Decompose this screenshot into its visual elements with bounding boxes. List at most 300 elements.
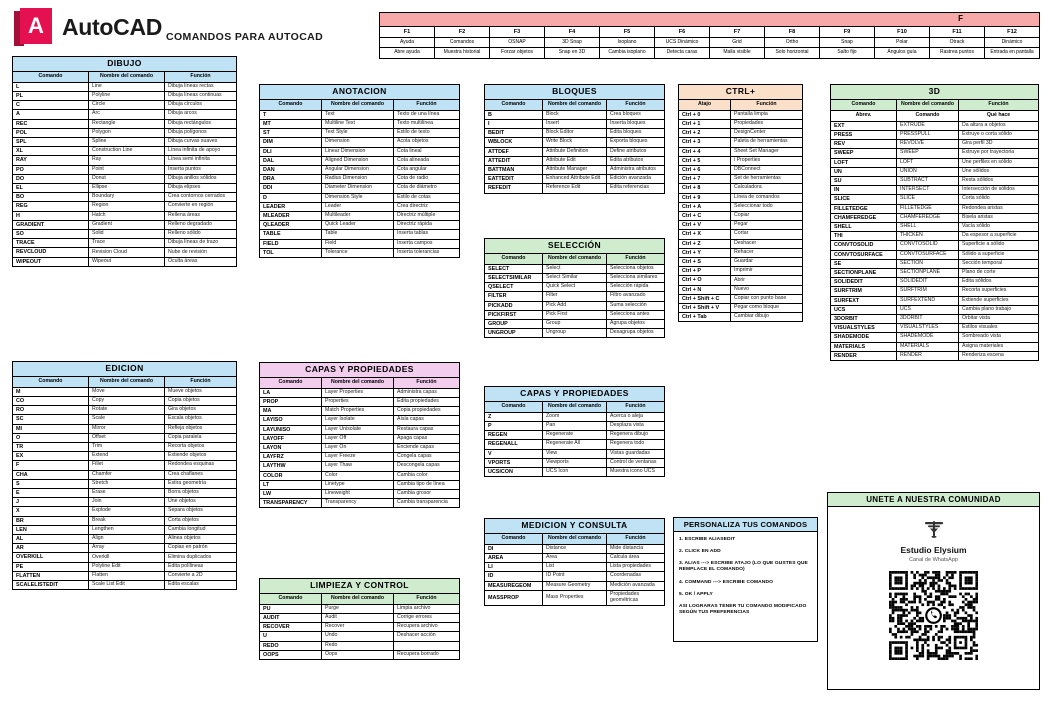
community-subtitle: Canal de WhatsApp [909, 557, 958, 563]
table-row [679, 304, 803, 313]
cell-function: Cambia grosor [394, 489, 460, 498]
community-name: Estudio Elysium [900, 545, 967, 555]
cell-name: Extend [89, 452, 165, 461]
cell-name: Angular Dimension [322, 165, 394, 174]
cell-name: Lineweight [322, 489, 394, 498]
column-header: Función [607, 533, 665, 544]
table-row [13, 248, 237, 257]
cell-function: Asigna materiales [959, 342, 1039, 351]
cell-function: Directriz rápida [394, 221, 460, 230]
cell-function: Dibuja anillos sólidos [165, 174, 237, 183]
cell-name: Leader [322, 202, 394, 211]
cell-command: AR [13, 544, 89, 553]
cell-function: Sección temporal [959, 259, 1039, 268]
table-row [485, 319, 665, 328]
cell-command: SO [13, 229, 89, 238]
table-row [13, 516, 237, 525]
cell-function: Nube de revisión [165, 248, 237, 257]
cell-function: Descongela capas [394, 462, 460, 471]
table-row [260, 604, 460, 613]
personaliza-step: 2. CLICK EN ADD [679, 549, 721, 555]
table-row [260, 425, 460, 434]
cell-name: Lengthen [89, 525, 165, 534]
cell-name: Regenerate [543, 431, 607, 440]
table-row [260, 388, 460, 397]
table-row [485, 467, 665, 476]
cell-name: CONVTOSOLID [897, 241, 959, 250]
cell-command: AL [13, 534, 89, 543]
table-row [831, 296, 1039, 305]
table-row [679, 267, 803, 276]
cell-function: Cota alineada [394, 156, 460, 165]
cell-command: H [13, 211, 89, 220]
cell-command: REG [13, 202, 89, 211]
table-row [679, 129, 803, 138]
table-seleccion [484, 238, 664, 338]
fkey-cell: Muestra historial [435, 48, 490, 59]
cell-name: THICKEN [897, 232, 959, 241]
table-row [831, 241, 1039, 250]
table-row [260, 407, 460, 416]
cell-function: Cota de diámetro [394, 184, 460, 193]
cell-command: DDI [260, 184, 322, 193]
cell-command: RO [13, 406, 89, 415]
table-row [679, 119, 803, 128]
table-row [831, 121, 1039, 130]
cell-function: Administra atributos [607, 165, 665, 174]
table-title-row [13, 362, 237, 377]
cell-command: LA [260, 388, 322, 397]
cell-name: Copy [89, 396, 165, 405]
personaliza-step: 5. OK / APPLY [679, 591, 713, 597]
cell-command: D [260, 193, 322, 202]
cell-function: Cota de radio [394, 175, 460, 184]
cell-command: L [13, 82, 89, 91]
cell-command: SURFTRIM [831, 287, 897, 296]
cell-name: Properties [322, 397, 394, 406]
cell-function [394, 641, 460, 650]
cell-command: C [13, 101, 89, 110]
cell-command: LEN [13, 525, 89, 534]
cell-command: E [13, 488, 89, 497]
table-header-row [485, 253, 665, 264]
cell-command: BATTMAN [485, 165, 543, 174]
cell-name: Match Properties [322, 407, 394, 416]
table-row [831, 213, 1039, 222]
cell-name: Nuevo [731, 285, 803, 294]
cell-function: Administra capas [394, 388, 460, 397]
column-header: Comando [260, 99, 322, 110]
cell-command: PL [13, 91, 89, 100]
table-row [831, 204, 1039, 213]
cell-command: REFEDIT [485, 184, 543, 193]
fkey-cell: OSNAP [490, 37, 545, 48]
fkey-cell: 3D Snap [545, 37, 600, 48]
cell-command: RAY [13, 156, 89, 165]
fkey-cell: F10 [875, 26, 930, 37]
cell-name: Wipeout [89, 257, 165, 266]
cell-command: EATTEDIT [485, 175, 543, 184]
cell-command: LAYTHW [260, 462, 322, 471]
cell-function: Convierte a 2D [165, 571, 237, 580]
cell-function: Sombreado vista [959, 333, 1039, 342]
cell-function: Estilo de texto [394, 129, 460, 138]
table-row [260, 110, 460, 119]
table-row [679, 239, 803, 248]
cell-name: Recover [322, 623, 394, 632]
cell-command: U [260, 632, 322, 641]
table-row [485, 138, 665, 147]
cell-command: Ctrl + 2 [679, 129, 731, 138]
cell-name: Break [89, 516, 165, 525]
fkey-cell: F3 [490, 26, 545, 37]
cell-name: Layer On [322, 443, 394, 452]
command-table [484, 518, 665, 606]
cell-command: MA [260, 407, 322, 416]
cell-command: REC [13, 119, 89, 128]
table-title-row [831, 85, 1039, 100]
fkey-cell: Grid [710, 37, 765, 48]
fkey-cell: F7 [710, 26, 765, 37]
table-row [485, 421, 665, 430]
cell-command: DI [485, 544, 543, 553]
table-row [485, 329, 665, 338]
fkey-cell: Entrada en pantalla [985, 48, 1040, 59]
cell-function: Suma selección [607, 301, 665, 310]
cell-name: SECTION [897, 259, 959, 268]
cell-name: Layer Thaw [322, 462, 394, 471]
cell-function: Filtro avanzado [607, 292, 665, 301]
fkey-cell: Detecta caras [655, 48, 710, 59]
cell-command: SURFEXT [831, 296, 897, 305]
table-row [13, 553, 237, 562]
cell-function: Alinea objetos [165, 534, 237, 543]
table-title: CTRL+ [679, 85, 803, 100]
cell-command: PICKFIRST [485, 310, 543, 319]
command-table [259, 362, 460, 508]
cell-name: Seleccionar todo [731, 202, 803, 211]
cell-name: Pantalla limpia [731, 110, 803, 119]
cell-function: Coordenadas [607, 572, 665, 581]
table-row [485, 184, 665, 193]
cell-name: Copiar [731, 211, 803, 220]
cell-function: Escala objetos [165, 415, 237, 424]
table-row [679, 147, 803, 156]
cell-command: 3DORBIT [831, 314, 897, 323]
cell-command: X [13, 507, 89, 516]
cell-name: Measure Geometry [543, 581, 607, 590]
cell-command: REGEN [485, 431, 543, 440]
cell-command: SE [831, 259, 897, 268]
cell-name: Purge [322, 604, 394, 613]
cell-command: FILTER [485, 292, 543, 301]
cell-command: Ctrl + V [679, 221, 731, 230]
cell-command: SECTIONPLANE [831, 268, 897, 277]
cell-name: Trim [89, 442, 165, 451]
cell-name: Pick Add [543, 301, 607, 310]
cell-command: SC [13, 415, 89, 424]
table-row [485, 301, 665, 310]
table-row [485, 431, 665, 440]
table-row [679, 165, 803, 174]
table-row [831, 186, 1039, 195]
table-row [679, 221, 803, 230]
table-row [831, 149, 1039, 158]
cell-function: Cambia transparencia [394, 499, 460, 508]
table-row [13, 202, 237, 211]
cell-command: Ctrl + Shift + C [679, 294, 731, 303]
cell-function: Desagrupa objetos [607, 329, 665, 338]
cell-name: Transparency [322, 499, 394, 508]
cell-name: List [543, 563, 607, 572]
cell-function: Edita sólidos [959, 278, 1039, 287]
cell-name: Mirror [89, 424, 165, 433]
cell-function: Agrupa objetos [607, 319, 665, 328]
cell-function: Propiedades geométricas [607, 590, 665, 605]
cell-name: Ray [89, 156, 165, 165]
cell-function: Crea contornos cerrados [165, 193, 237, 202]
table-row [13, 415, 237, 424]
cell-function: Superficie a sólido [959, 241, 1039, 250]
table-row [485, 581, 665, 590]
cell-name: Trace [89, 239, 165, 248]
table-row [13, 165, 237, 174]
cell-command: ATTEDIT [485, 156, 543, 165]
cell-name: Fillet [89, 461, 165, 470]
fkey-cell: Rastrea puntos [930, 48, 985, 59]
table-row [260, 613, 460, 622]
cell-command: DAN [260, 165, 322, 174]
table-vista [484, 386, 664, 477]
table-row [831, 158, 1039, 167]
cell-function: Separa objetos [165, 507, 237, 516]
column-header: Comando [260, 377, 322, 388]
cell-function: Texto de una línea [394, 110, 460, 119]
cell-command: GRADIENT [13, 220, 89, 229]
cell-command: PROP [260, 397, 322, 406]
cell-function: Extruye o corta sólido [959, 130, 1039, 139]
cell-command: T [260, 110, 322, 119]
cell-function: Directriz múltiple [394, 211, 460, 220]
column-header: Función [731, 99, 803, 110]
table-title-row [485, 387, 665, 402]
cell-name: Layer Properties [322, 388, 394, 397]
cell-function: Dibuja líneas rectas [165, 82, 237, 91]
cell-function: Dibuja elipses [165, 183, 237, 192]
cell-command: Ctrl + A [679, 202, 731, 211]
cell-name: Join [89, 498, 165, 507]
cell-function: Extiende objetos [165, 452, 237, 461]
qr-code-image[interactable] [889, 571, 978, 660]
fkey-cell: F12 [985, 26, 1040, 37]
cell-function: Bisela aristas [959, 213, 1039, 222]
column-header: Nombre del comando [322, 377, 394, 388]
cell-name: Revision Cloud [89, 248, 165, 257]
cell-command: Ctrl + 0 [679, 110, 731, 119]
cell-name: Filter [543, 292, 607, 301]
table-row [260, 623, 460, 632]
fkey-cell: Snap en 3D [545, 48, 600, 59]
table-dibujo [12, 56, 236, 267]
cell-function: Restaura capas [394, 425, 460, 434]
table-row [485, 544, 665, 553]
table-ctrl [678, 84, 802, 322]
cell-function: Estilos visuales [959, 324, 1039, 333]
cell-name: Region [89, 202, 165, 211]
cell-function: Extiende superficies [959, 296, 1039, 305]
cell-name: Copiar con punto base [731, 294, 803, 303]
column-header: Comando [13, 71, 89, 82]
cell-command: BEDIT [485, 129, 543, 138]
cell-function: Copia objetos [165, 396, 237, 405]
cell-function: Corta objetos [165, 516, 237, 525]
cell-command: PE [13, 562, 89, 571]
table-row [260, 397, 460, 406]
cell-name: SURFTRIM [897, 287, 959, 296]
table-medicion-y-consulta [484, 518, 664, 606]
table-row [485, 165, 665, 174]
cell-command: LAYOFF [260, 434, 322, 443]
cell-command: WIPEOUT [13, 257, 89, 266]
table-title-row [260, 363, 460, 378]
cell-command: SLICE [831, 195, 897, 204]
cell-name: Point [89, 165, 165, 174]
table-limpieza-y-control [259, 578, 459, 660]
cell-name: Construction Line [89, 147, 165, 156]
cell-name: Viewports [543, 458, 607, 467]
column-header: Función [394, 377, 460, 388]
cell-function: Copia paralela [165, 433, 237, 442]
cell-function: Selecciona objetos [607, 264, 665, 273]
cell-function: Dibuja líneas continuas [165, 91, 237, 100]
cell-function: Edita atributos [607, 156, 665, 165]
cell-name: VISUALSTYLES [897, 324, 959, 333]
table-row [260, 489, 460, 498]
autocad-logo-icon [14, 8, 52, 46]
cell-name: SLICE [897, 195, 959, 204]
table-row [679, 211, 803, 220]
cell-command: XL [13, 147, 89, 156]
table-row [485, 572, 665, 581]
table-header-row [13, 71, 237, 82]
table-row [13, 193, 237, 202]
cell-name: Quick Leader [322, 221, 394, 230]
table-row [831, 176, 1039, 185]
cell-command: TABLE [260, 230, 322, 239]
cell-name: Write Block [543, 138, 607, 147]
cell-function: Muestra icono UCS [607, 467, 665, 476]
cell-name: INTERSECT [897, 186, 959, 195]
cell-command: UCS [831, 305, 897, 314]
column-header: Nombre del comando [543, 533, 607, 544]
table-row [13, 211, 237, 220]
table-row [485, 110, 665, 119]
cell-function: Acota objetos [394, 138, 460, 147]
cell-command: Ctrl + 5 [679, 156, 731, 165]
cell-command: SPL [13, 137, 89, 146]
command-table [484, 84, 665, 194]
cell-command: REDO [260, 641, 322, 650]
column-subheader: Comando [897, 110, 959, 121]
cell-name: UCS Icon [543, 467, 607, 476]
cell-function: Inserta campos [394, 239, 460, 248]
cell-command: QLEADER [260, 221, 322, 230]
cell-function: Crea bloques [607, 110, 665, 119]
cell-command: LAYISO [260, 416, 322, 425]
table-3d [830, 84, 1038, 361]
fkey-cell: Abre ayuda [380, 48, 435, 59]
table-row [13, 387, 237, 396]
cell-command: O [13, 433, 89, 442]
cell-command: I [485, 119, 543, 128]
cell-name: 3DORBIT [897, 314, 959, 323]
table-row [260, 248, 460, 257]
cell-command: P [485, 421, 543, 430]
table-subheader-row [831, 110, 1039, 121]
cell-function: Control de ventanas [607, 458, 665, 467]
table-capas-y-propiedades [259, 362, 459, 508]
cell-name: Línea de comandos [731, 193, 803, 202]
cell-name: Radius Dimension [322, 175, 394, 184]
cell-name: Donut [89, 174, 165, 183]
cell-function: Dibuja polígonos [165, 128, 237, 137]
cell-name: Aligned Dimension [322, 156, 394, 165]
cell-name: Layer Freeze [322, 453, 394, 462]
table-row [13, 452, 237, 461]
table-row [260, 480, 460, 489]
cell-name: Cortar [731, 230, 803, 239]
cell-name: Audit [322, 613, 394, 622]
fkey-cell: Cambia isoplano [600, 48, 655, 59]
table-row [679, 193, 803, 202]
table-title-row [485, 519, 665, 534]
table-title-row [13, 57, 237, 72]
table-row [260, 211, 460, 220]
cell-name: Propiedades [731, 119, 803, 128]
cell-function: Corta sólido [959, 195, 1039, 204]
table-row [485, 156, 665, 165]
cell-command: Ctrl + 6 [679, 165, 731, 174]
qr-code[interactable] [889, 571, 978, 665]
cell-command: LEADER [260, 202, 322, 211]
cell-name: Tolerance [322, 248, 394, 257]
cell-function: Elimina duplicados [165, 553, 237, 562]
cell-command: Ctrl + 3 [679, 138, 731, 147]
personaliza-step: 4. COMMAND ---> ESCRIBE COMANDO [679, 579, 773, 585]
cell-name: Layer Off [322, 434, 394, 443]
fkey-cell: F9 [820, 26, 875, 37]
table-anotacion [259, 84, 459, 258]
table-row [831, 278, 1039, 287]
cell-function: Edición avanzada [607, 175, 665, 184]
table-edicion [12, 361, 236, 590]
cell-function: Corrige errores [394, 613, 460, 622]
table-row [13, 571, 237, 580]
cell-name: Multileader [322, 211, 394, 220]
cell-name: Rotate [89, 406, 165, 415]
fkeys-title-row [380, 13, 1040, 27]
table-row [13, 581, 237, 590]
cell-command: OVERKILL [13, 553, 89, 562]
table-row [485, 273, 665, 282]
cell-function: Cambia color [394, 471, 460, 480]
community-title: UNETE A NUESTRA COMUNIDAD [828, 493, 1039, 507]
cell-command: SELECTSIMILAR [485, 273, 543, 282]
cell-name: DesignCenter [731, 129, 803, 138]
cell-function: Relleno sólido [165, 229, 237, 238]
personaliza-step: 3. ALIAS ---> ESCRIBE ATAJO (LO QUE GUSTES QUE REMPLACE EL COMANDO) [679, 561, 808, 573]
fkey-cell: Otrack [930, 37, 985, 48]
